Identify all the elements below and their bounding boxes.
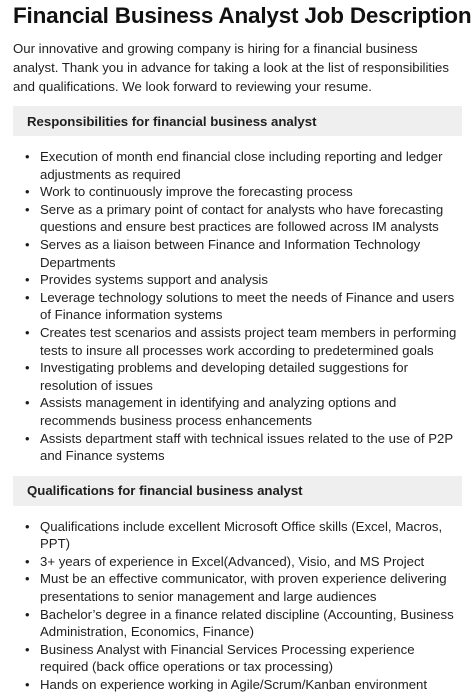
bullet-icon: •: [25, 606, 30, 622]
responsibilities-heading: Responsibilities for financial business analyst: [13, 106, 462, 136]
list-item-text: 3+ years of experience in Excel(Advanced), Visio, and MS Project: [40, 553, 425, 569]
bullet-icon: •: [25, 236, 30, 252]
list-item-text: Assists department staff with technical issues related to the use of P2P and Finance systems: [40, 430, 453, 464]
list-item-text: Work to continuously improve the forecasting process: [40, 184, 353, 200]
list-item: [13, 394, 462, 429]
list-item: [13, 201, 462, 236]
list-item: [13, 289, 462, 324]
list-item-text: Provides systems support and analysis: [40, 272, 268, 288]
list-item-text: Investigating problems and developing detailed suggestions for resolution of issues: [40, 360, 409, 393]
list-item: [13, 641, 462, 676]
list-item-text: Serve as a primary point of contact for analysts who have forecasting questions and ensure best practices are followed across IM analysts: [40, 201, 444, 235]
list-item: [13, 570, 462, 605]
list-item-text: Leverage technology solutions to meet the needs of Finance and users of Finance information systems: [40, 289, 455, 323]
list-item-text: Hands on experience working in Agile/Scrum/Kanban environment: [40, 677, 428, 693]
list-item: [13, 430, 462, 465]
bullet-icon: •: [25, 184, 30, 200]
list-item-text: Must be an effective communicator, with proven experience delivering presentations to senior management and large audiences: [40, 571, 447, 605]
list-item: [13, 359, 462, 394]
page-title: Financial Business Analyst Job Description: [13, 3, 472, 28]
bullet-icon: •: [25, 360, 30, 376]
list-item-text: Serves as a liaison between Finance and Information Technology Departments: [40, 236, 421, 270]
list-item: [13, 676, 462, 694]
list-item-text: Creates test scenarios and assists project team members in performing tests to insure all processes work according to predetermined goals: [40, 324, 457, 358]
list-item-text: Assists management in identifying and analyzing options and recommends business process enhancements: [40, 395, 397, 428]
list-item-text: Execution of month end financial close including reporting and ledger adjustments as required: [40, 149, 443, 182]
responsibilities-list: [13, 148, 462, 465]
list-item: [13, 271, 462, 289]
bullet-icon: •: [25, 149, 30, 164]
bullet-icon: •: [25, 430, 30, 446]
list-item-text: Qualifications include excellent Microsoft Office skills (Excel, Macros, PPT): [40, 518, 443, 552]
list-item: [13, 183, 462, 201]
qualifications-heading: Qualifications for financial business analyst: [13, 476, 462, 506]
list-item: [13, 148, 462, 183]
intro-paragraph: Our innovative and growing company is hiring for a financial business analyst. Thank you in advance for taking a look at the list of responsibilities and qualifications. We look forward to reviewing your resume.: [13, 41, 449, 94]
list-item-text: Business Analyst with Financial Services Processing experience required (back office operations or tax processing): [40, 641, 415, 675]
bullet-icon: •: [25, 677, 30, 693]
list-item: [13, 324, 462, 359]
bullet-icon: •: [25, 518, 30, 534]
bullet-icon: •: [25, 641, 30, 657]
bullet-icon: •: [25, 553, 30, 569]
list-item: [13, 553, 462, 571]
qualifications-list: [13, 518, 462, 694]
bullet-icon: •: [25, 395, 30, 411]
list-item: [13, 606, 462, 641]
list-item: [13, 518, 462, 553]
bullet-icon: •: [25, 289, 30, 305]
bullet-icon: •: [25, 571, 30, 587]
bullet-icon: •: [25, 324, 30, 340]
list-item-text: Bachelor’s degree in a finance related discipline (Accounting, Business Administration, Economics, Finance): [40, 606, 454, 640]
bullet-icon: •: [25, 201, 30, 217]
list-item: [13, 236, 462, 271]
bullet-icon: •: [25, 272, 30, 288]
